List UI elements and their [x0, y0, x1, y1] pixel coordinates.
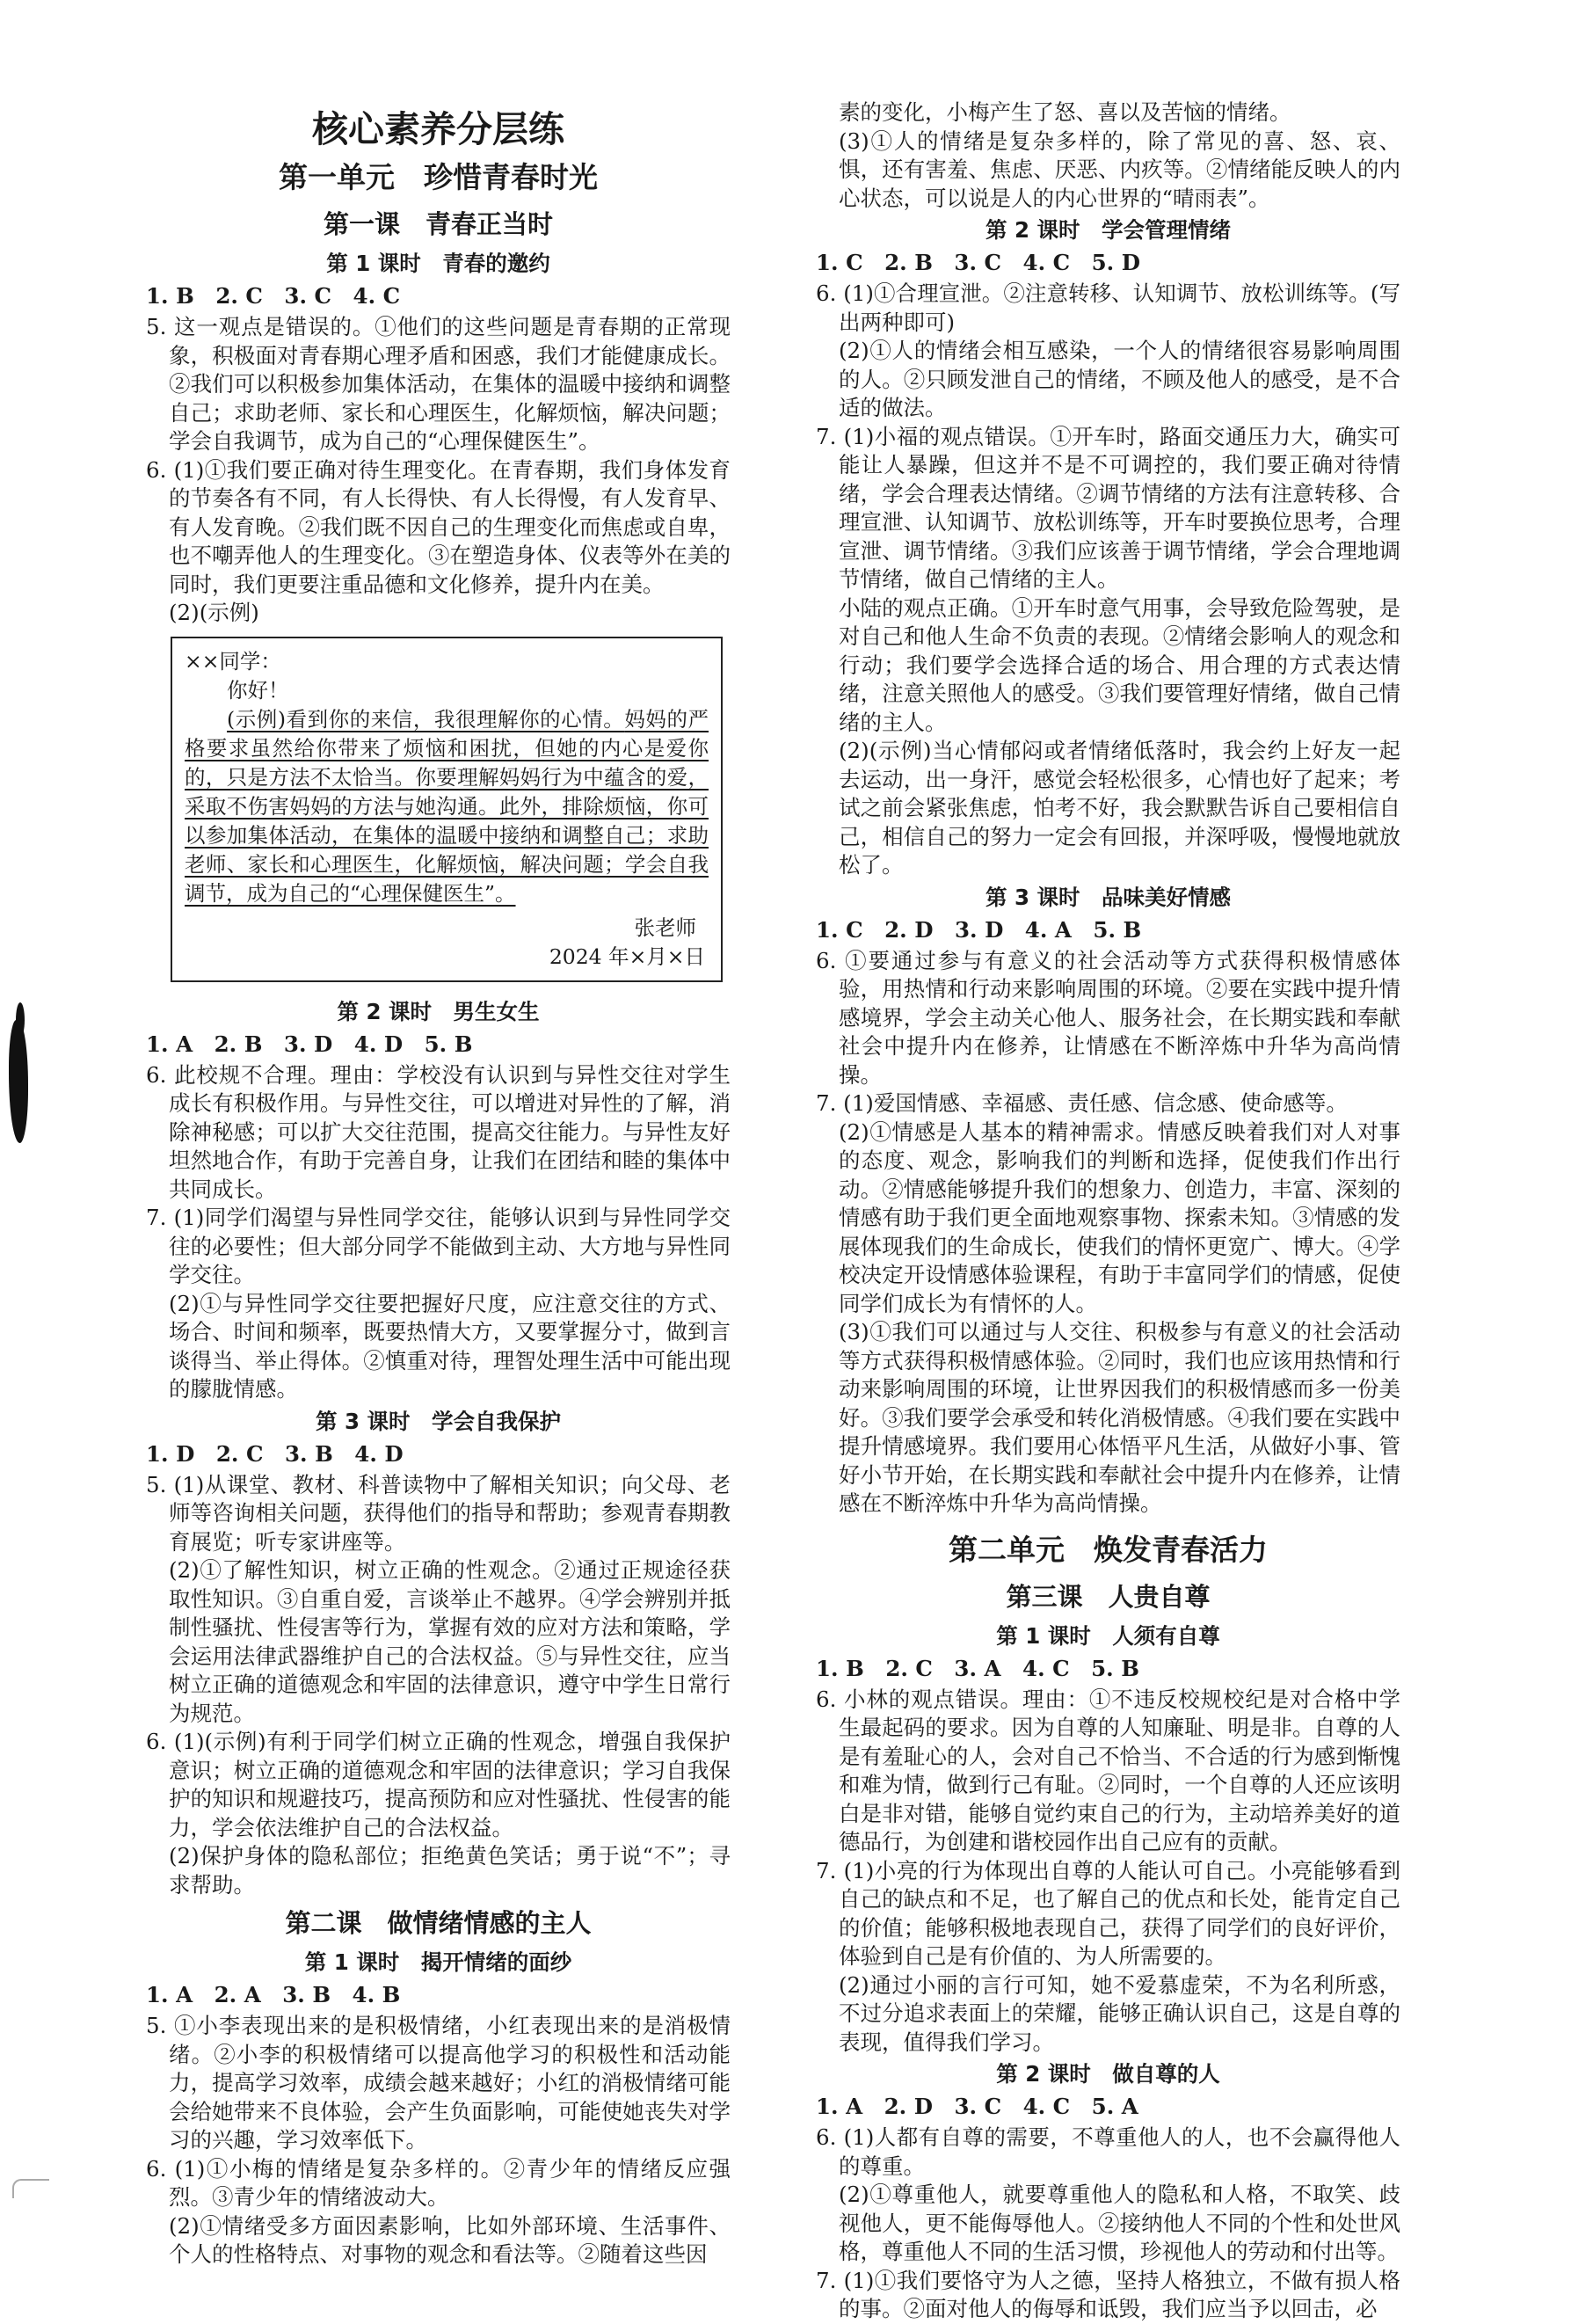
answer-paragraph: (2)保护身体的隐私部位；拒绝黄色笑话；勇于说“不”；寻求帮助。 [169, 1843, 731, 1898]
mc-answers: 1. D 2. C 3. B 4. D [146, 1440, 404, 1467]
answer-paragraph: (2)①情绪受多方面因素影响，比如外部环境、生活事件、个人的性格特点、对事物的观念和看法等。②随着这些因 [169, 2212, 731, 2267]
mc-answers: 1. A 2. B 3. D 4. D 5. B [146, 1031, 473, 1057]
answer-paragraph: (2)①人的情绪会相互感染，一个人的情绪很容易影响周围的人。②只顾发泄自己的情绪，不顾及他人的感受，是不合适的做法。 [839, 338, 1400, 420]
answer-paragraph: 7. (1)爱国情感、幸福感、责任感、信念感、使命感等。 [816, 1090, 1348, 1116]
period-title: 第 1 课时 揭开情绪的面纱 [304, 1949, 572, 1975]
period-title: 第 2 课时 男生女生 [337, 998, 540, 1024]
answer-paragraph: (3)①人的情绪是复杂多样的，除了常见的喜、怒、哀、惧，还有害羞、焦虑、厌恶、内疚等。②情绪能反映人的内心状态，可以说是人的内心世界的“晴雨表”。 [839, 127, 1400, 211]
answer-paragraph: 6. (1)①小梅的情绪是复杂多样的。②青少年的情绪反应强烈。③青少年的情绪波动大。 [146, 2155, 731, 2210]
answer-paragraph: 6. 小林的观点错误。理由：①不违反校规校纪是对合格中学生最起码的要求。因为自尊的人知廉耻、明是非。自尊的人是有羞耻心的人，会对自己不恰当、不合适的行为感到惭愧和难为情，做到行己有耻。②同时，一个自尊的人还应该明白是非对错，能够自觉约束自己的行为，主动培养美好的道德品行，为创建和谐校园作出自己应有的贡献。 [816, 1686, 1400, 1854]
answer-paragraph: 5. (1)从课堂、教材、科普读物中了解相关知识；向父母、老师等咨询相关问题，获得他们的指导和帮助；参观青春期教育展览；听专家讲座等。 [146, 1471, 731, 1555]
scan-blot [9, 1020, 28, 1143]
lesson-title: 第一课 青春正当时 [323, 209, 553, 239]
letter-body-intro: (示例)看到你的来信，我很理解你的心情。 [227, 706, 625, 732]
answer-paragraph: 6. (1)①合理宣泄。②注意转移、认知调节、放松训练等。(写出两种即可) [816, 280, 1400, 335]
period-title: 第 1 课时 青春的邀约 [326, 251, 550, 276]
left-column [146, 98, 731, 2269]
answer-paragraph: 7. (1)同学们渴望与异性同学交往，能够认识到与异性同学交往的必要性；但大部分同学不能做到主动、大方地与异性同学交往。 [146, 1205, 731, 1287]
mc-answers: 1. B 2. C 3. A 4. C 5. B [816, 1655, 1139, 1681]
answer-paragraph: 7. (1)小亮的行为体现出自尊的人能认可自己。小亮能够看到自己的缺点和不足，也了解自己的优点和长处，能肯定自己的价值；能够积极地表现自己，获得了同学们的良好评价，体验到自己是有价值的、为人所需要的。 [816, 1857, 1400, 1969]
answer-paragraph: (2)(示例)当心情郁闷或者情绪低落时，我会约上好友一起去运动，出一身汗，感觉会轻松很多，心情也好了起来；考试之前会紧张焦虑，怕考不好，我会默默告诉自己要相信自己，相信自己的努力一定会有回报，并深呼吸，慢慢地就放松了。 [839, 738, 1400, 878]
answer-paragraph: 5. ①小李表现出来的是积极情绪，小红表现出来的是消极情绪。②小李的积极情绪可以提高他学习的积极性和活动能力，提高学习效率，成绩会越来越好；小红的消极情绪可能会给她带来不良体验，会产生负面影响，可能使她丧失对学习的兴趣，学习效率低下。 [146, 2013, 731, 2153]
answer-paragraph: (2)①尊重他人，就要尊重他人的隐私和人格，不取笑、歧视他人，更不能侮辱他人。②接纳他人不同的个性和处世风格，尊重他人不同的生活习惯，珍视他人的劳动和付出等。 [839, 2182, 1400, 2264]
mc-answers: 1. C 2. B 3. C 4. C 5. D [816, 250, 1140, 275]
letter-body [185, 705, 709, 908]
letter-greeting: ××同学： [185, 648, 281, 674]
mc-answers: 1. A 2. A 3. B 4. B [146, 1982, 401, 2007]
answer-paragraph: (2)(示例) [169, 600, 259, 625]
main-title: 核心素养分层练 [312, 108, 564, 150]
answer-paragraph: 7. (1)小福的观点错误。①开车时，路面交通压力大，确实可能让人暴躁，但这并不是不可调控的，我们要正确对待情绪，学会合理表达情绪。②调节情绪的方法有注意转移、合理宣泄、认知调节、放松训练等，开车时要换位思考，合理宣泄、调节情绪。③我们应该善于调节情绪，学会合理地调节情绪，做自己情绪的主人。 [816, 423, 1400, 592]
period-title: 第 3 课时 品味美好情感 [985, 884, 1232, 910]
letter-date: 2024 年×月×日 [549, 943, 705, 969]
letter-hello: 你好！ [227, 677, 289, 703]
answer-paragraph: (3)①我们可以通过与人交往、积极参与有意义的社会活动等方式获得积极情感体验。②同时，我们也应该用热情和行动来影响周围的环境，让世界因我们的积极情感而多一份美好。③我们要学会承受和转化消极情感。④我们要在实践中提升情感境界。我们要用心体悟平凡生活，从做好小事、管好小节开始，在长期实践和奉献社会中提升内在修养，让情感在不断淬炼中升华为高尚情操。 [839, 1319, 1400, 1516]
mc-answers: 1. B 2. C 3. C 4. C [146, 283, 401, 309]
corner-mark [12, 2179, 49, 2198]
answer-paragraph: (2)①情感是人基本的精神需求。情感反映着我们对人对事的态度、观念，影响我们的判断和选择，促使我们作出行动。②情感能够提升我们的想象力、创造力，丰富、深刻的情感有助于我们更全面地观察事物、探索未知。③情感的发展体现我们的生命成长，使我们的情怀更宽广、博大。④学校决定开设情感体验课程，有助于丰富同学们的情感，促使同学们成长为有情怀的人。 [839, 1118, 1400, 1316]
answer-paragraph: 6. ①要通过参与有意义的社会活动等方式获得积极情感体验，用热情和行动来影响周围的环境。②要在实践中提升情感境界，学会主动关心他人、服务社会，在长期实践和奉献社会中提升内在修养，让情感在不断淬炼中升华为高尚情操。 [816, 947, 1400, 1088]
answer-paragraph: 6. (1)①我们要正确对待生理变化。在青春期，我们身体发育的节奏各有不同，有人长得快、有人长得慢，有人发育早、有人发育晚。②我们既不因自己的生理变化而焦虑或自卑，也不嘲弄他人的生理变化。③在塑造身体、仪表等外在美的同时，我们更要注重品德和文化修养，提升内在美。 [146, 456, 731, 597]
answer-paragraph: (2)①与异性同学交往要把握好尺度，应注意交往的方式、场合、时间和频率，既要热情大方，又要掌握分寸，做到言谈得当、举止得体。②慎重对待，理智处理生活中可能出现的朦胧情感。 [169, 1290, 731, 1402]
letter-body-rest: 妈妈的严格要求虽然给你带来了烦恼和困扰，但她的内心是爱你的，只是方法不太恰当。你要理解妈妈行为中蕴含的爱，采取不伤害妈妈的方法与她沟通。此外，排除烦恼，你可以参加集体活动，在集体的温暖中接纳和调整自己；求助老师、家长和心理医生，化解烦恼，解决问题；学会自我调节，成为自己的“心理保健医生”。 [185, 706, 709, 906]
lesson-title: 第三课 人贵自尊 [1006, 1581, 1211, 1612]
answer-paragraph: 6. 此校规不合理。理由：学校没有认识到与异性交往对学生成长有积极作用。与异性交往，可以增进对异性的了解，消除神秘感；可以扩大交往范围，提高交往能力。与异性友好坦然地合作，有助于完善自身，让我们在团结和睦的集体中共同成长。 [146, 1061, 731, 1202]
period-title: 第 2 课时 做自尊的人 [996, 2061, 1220, 2087]
answer-paragraph: 6. (1)(示例)有利于同学们树立正确的性观念，增强自我保护意识；树立正确的道德观念和牢固的法律意识；学习自我保护的知识和规避技巧，提高预防和应对性骚扰、性侵害的能力，学会依法维护自己的合法权益。 [146, 1729, 731, 1840]
lesson-title: 第二课 做情绪情感的主人 [285, 1908, 592, 1938]
sample-letter-box [171, 637, 723, 982]
period-title: 第 2 课时 学会管理情绪 [985, 217, 1232, 243]
answer-paragraph: 6. (1)人都有自尊的需要，不尊重他人的人，也不会赢得他人的尊重。 [816, 2124, 1400, 2179]
mc-answers: 1. A 2. D 3. C 4. C 5. A [816, 2094, 1138, 2119]
answer-paragraph: 素的变化，小梅产生了怒、喜以及苦恼的情绪。 [839, 99, 1291, 125]
answer-paragraph: (2)通过小丽的言行可知，她不爱慕虚荣，不为名利所惑，不过分追求表面上的荣耀，能够正确认识自己，这是自尊的表现，值得我们学习。 [839, 1971, 1400, 2055]
right-column [816, 98, 1400, 2324]
period-title: 第 1 课时 人须有自尊 [996, 1622, 1220, 1649]
unit-title: 第二单元 焕发青春活力 [949, 1532, 1268, 1567]
answer-paragraph: (2)①了解性知识，树立正确的性观念。②通过正规途径获取性知识。③自重自爱，言谈举止不越界。④学会辨别并抵制性骚扰、性侵害等行为，掌握有效的应对方法和策略，学会运用法律武器维护自己的合法权益。⑤与异性交往，应当树立正确的道德观念和牢固的法律意识，遵守中学生日常行为规范。 [169, 1557, 731, 1726]
answer-paragraph: 5. 这一观点是错误的。①他们的这些问题是青春期的正常现象，积极面对青春期心理矛盾和困惑，我们才能健康成长。②我们可以积极参加集体活动，在集体的温暖中接纳和调整自己；求助老师、家长和心理医生，化解烦恼，解决问题；学会自我调节，成为自己的“心理保健医生”。 [146, 314, 731, 454]
answer-paragraph: 7. (1)①我们要恪守为人之德，坚持人格独立，不做有损人格的事。②面对他人的侮辱和诋毁，我们应当予以回击，必 [816, 2267, 1400, 2321]
letter-signature: 张老师 [634, 914, 696, 940]
unit-title: 第一单元 珍惜青春时光 [279, 160, 598, 194]
mc-answers: 1. C 2. D 3. D 4. A 5. B [816, 916, 1142, 943]
period-title: 第 3 课时 学会自我保护 [315, 1408, 562, 1434]
answer-paragraph: 小陆的观点正确。①开车时意气用事，会导致危险驾驶，是对自己和他人生命不负责的表现。②情绪会影响人的观念和行动；我们要学会选择合适的场合、用合理的方式表达情绪，注意关照他人的感受。③我们要管理好情绪，做自己情绪的主人。 [839, 594, 1400, 735]
